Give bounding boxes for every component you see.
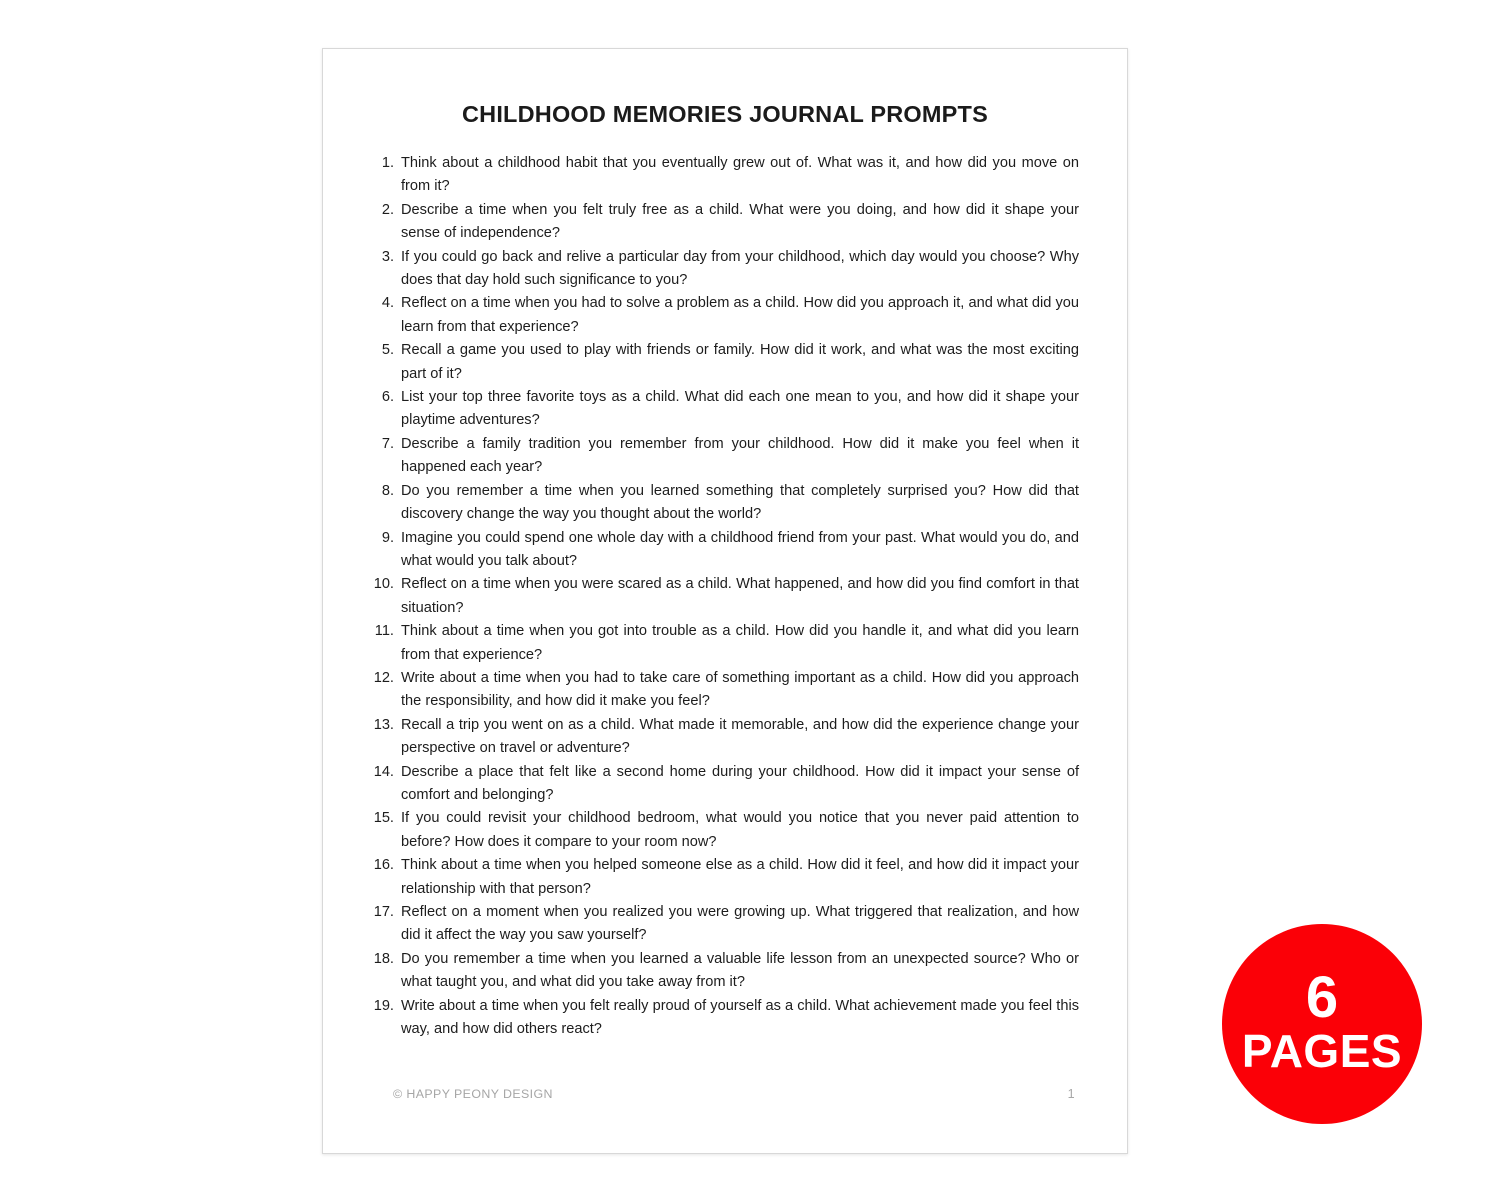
prompt-text: Do you remember a time when you learned a valuable life lesson from an unexpected source? Who or what taught you, and what did you take away from it? [401,950,1079,991]
prompt-item [367,573,1081,620]
prompt-item [367,901,1081,948]
prompt-number: 6. [381,389,394,406]
prompt-number: 10. [373,576,394,593]
prompt-number: 2. [381,201,394,218]
prompt-text: Do you remember a time when you learned something that completely surprised you? How did that discovery change the way you thought about the world? [401,482,1079,523]
prompt-text: Recall a trip you went on as a child. What made it memorable, and how did the experience change your perspective on travel or adventure? [401,716,1079,757]
prompt-item [367,527,1081,574]
prompt-item [367,667,1081,714]
prompt-number: 4. [381,295,394,312]
page-number: 1 [1067,1087,1075,1101]
prompt-item [367,433,1081,480]
prompt-number: 14. [373,763,394,780]
prompt-text: Reflect on a time when you were scared as a child. What happened, and how did you find comfort in that situation? [401,576,1079,616]
prompt-text: List your top three favorite toys as a child. What did each one mean to you, and how did it shape your playtime adventures? [401,389,1079,429]
prompt-text: Think about a time when you helped someone else as a child. How did it feel, and how did it impact your relationship with that person? [401,857,1079,897]
prompt-item [367,199,1081,246]
prompt-number: 9. [381,529,394,546]
prompt-item [367,152,1081,199]
prompt-item [367,995,1081,1042]
prompt-number: 1. [381,155,394,171]
prompt-list [367,152,1081,1041]
prompt-number: 19. [373,997,394,1014]
prompt-number: 11. [374,623,394,640]
prompt-text: Recall a game you used to play with friends or family. How did it work, and what was the most exciting part of it? [401,342,1079,382]
page-footer [393,1087,1075,1101]
prompt-text: If you could revisit your childhood bedroom, what would you notice that you never paid attention to before? How does it compare to your room now? [401,810,1079,850]
prompt-item [367,807,1081,854]
prompt-text: Write about a time when you felt really proud of yourself as a child. What achievement made you feel this way, and how did others react? [401,997,1079,1038]
prompt-text: Describe a place that felt like a second home during your childhood. How did it impact your sense of comfort and belonging? [401,763,1079,803]
prompt-item [367,246,1081,293]
prompt-item [367,854,1081,901]
document-page [322,48,1128,1154]
prompt-number: 8. [381,482,394,499]
prompt-item [367,620,1081,667]
prompt-number: 3. [381,248,394,265]
prompt-number: 12. [373,669,394,686]
prompt-item [367,948,1081,995]
prompt-number: 15. [373,810,394,827]
prompt-text: Think about a time when you got into trouble as a child. How did you handle it, and what did you learn from that experience? [401,623,1079,663]
prompt-text: Think about a childhood habit that you eventually grew out of. What was it, and how did you move on from it? [401,155,1079,195]
prompt-text: Write about a time when you had to take care of something important as a child. How did you approach the responsibility, and how did it make you feel? [401,669,1079,710]
pages-count-badge [1222,924,1422,1124]
prompt-number: 16. [373,857,394,874]
prompt-number: 17. [373,904,394,920]
prompt-item [367,480,1081,527]
badge-count: 6 [1305,965,1339,1030]
prompt-text: Describe a time when you felt truly free as a child. What were you doing, and how did it shape your sense of independence? [401,201,1079,242]
prompt-number: 13. [373,716,394,733]
prompt-number: 18. [373,950,394,967]
prompt-text: If you could go back and relive a particular day from your childhood, which day would you choose? Why does that day hold such significance to you? [401,248,1079,289]
prompt-text: Describe a family tradition you remember from your childhood. How did it make you feel when it happened each year? [401,435,1079,476]
footer-copyright: © HAPPY PEONY DESIGN [393,1087,553,1101]
prompt-text: Reflect on a time when you had to solve a problem as a child. How did you approach it, and what did you learn from that experience? [401,295,1079,335]
badge-label: PAGES [1241,1025,1403,1077]
prompt-number: 7. [381,435,394,452]
prompt-item [367,386,1081,433]
prompt-text: Imagine you could spend one whole day with a childhood friend from your past. What would you do, and what would you talk about? [401,529,1079,569]
prompt-text: Reflect on a moment when you realized you were growing up. What triggered that realization, and how did it affect the way you saw yourself? [401,904,1079,944]
prompt-item [367,761,1081,808]
page-title: CHILDHOOD MEMORIES JOURNAL PROMPTS [461,101,988,127]
prompt-item [367,339,1081,386]
prompt-item [367,714,1081,761]
prompt-number: 5. [381,342,394,359]
prompt-item [367,292,1081,339]
